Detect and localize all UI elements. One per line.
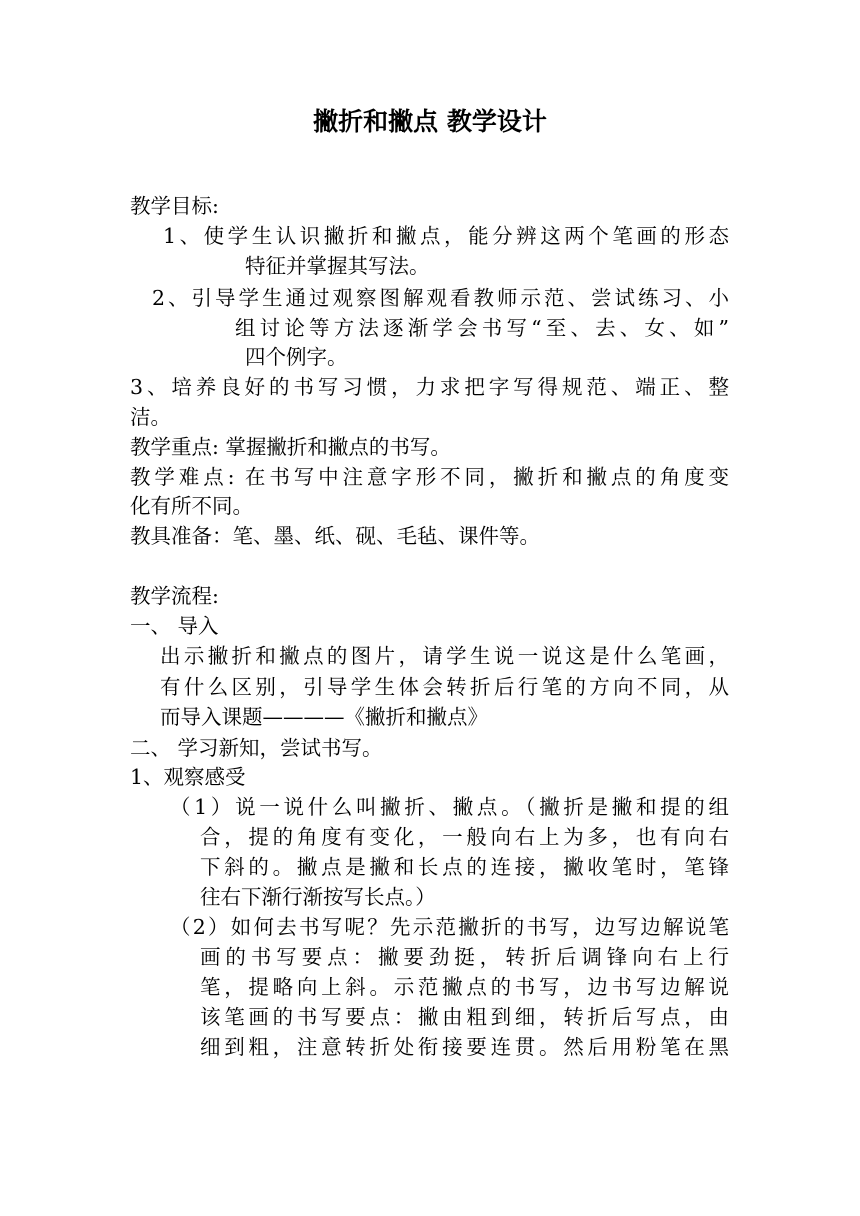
objective-2-line-3: 四个例字。	[245, 345, 348, 369]
para-2-line-1: （2）如何去书写呢？先示范撇折的书写，边写边解说笔	[170, 915, 729, 939]
para-2-line-2: 画的书写要点：撇要劲挺，转折后调锋向右上行	[200, 945, 729, 969]
document-title: 撇折和撇点 教学设计	[313, 107, 547, 136]
objective-2-line-1: 2、引导学生通过观察图解观看教师示范、尝试练习、小	[152, 286, 729, 310]
para-2-line-5: 细到粗，注意转折处衔接要连贯。然后用粉笔在黑	[200, 1035, 729, 1059]
section-1-heading: 一、 导入	[130, 614, 219, 638]
objective-1-line-1: 1、使学生认识撇折和撇点，能分辨这两个笔画的形态	[163, 224, 729, 248]
objective-1-line-2: 特征并掌握其写法。	[245, 254, 430, 278]
section-2-sub-1: 1、观察感受	[130, 765, 246, 789]
difficulty-line-1: 教学难点: 在书写中注意字形不同，撇折和撇点的角度变	[130, 465, 729, 489]
objective-3-line-1: 3、培养良好的书写习惯，力求把字写得规范、端正、整	[130, 375, 729, 399]
para-1-line-4: 往右下渐行渐按写长点。）	[200, 885, 436, 909]
section-2-heading: 二、 学习新知，尝试书写。	[130, 736, 383, 760]
section-1-body-line-2: 有什么区别，引导学生体会转折后行笔的方向不同，从	[160, 675, 729, 699]
para-1-line-2: 合，提的角度有变化，一般向右上为多，也有向右	[200, 825, 729, 849]
process-heading: 教学流程:	[130, 584, 219, 608]
section-1-body-line-1: 出示撇折和撇点的图片，请学生说一说这是什么笔画，	[160, 644, 729, 668]
para-2-line-4: 该笔画的书写要点：撇由粗到细，转折后写点，由	[200, 1005, 729, 1029]
objectives-heading: 教学目标:	[130, 194, 219, 218]
difficulty-line-2: 化有所不同。	[130, 494, 253, 518]
objective-2-line-2: 组讨论等方法逐渐学会书写“至、去、女、如”	[235, 316, 729, 340]
section-1-body-line-3: 而导入课题————《撇折和撇点》	[160, 705, 488, 729]
materials: 教具准备：笔、墨、纸、砚、毛毡、课件等。	[130, 524, 540, 548]
para-1-line-1: （1）说一说什么叫撇折、撇点。（撇折是撇和提的组	[170, 795, 729, 819]
key-point: 教学重点: 掌握撇折和撇点的书写。	[130, 435, 451, 459]
objective-3-line-2: 洁。	[130, 405, 171, 429]
para-2-line-3: 笔，提略向上斜。示范撇点的书写，边书写边解说	[200, 975, 729, 999]
para-1-line-3: 下斜的。撇点是撇和长点的连接，撇收笔时，笔锋	[200, 855, 729, 879]
